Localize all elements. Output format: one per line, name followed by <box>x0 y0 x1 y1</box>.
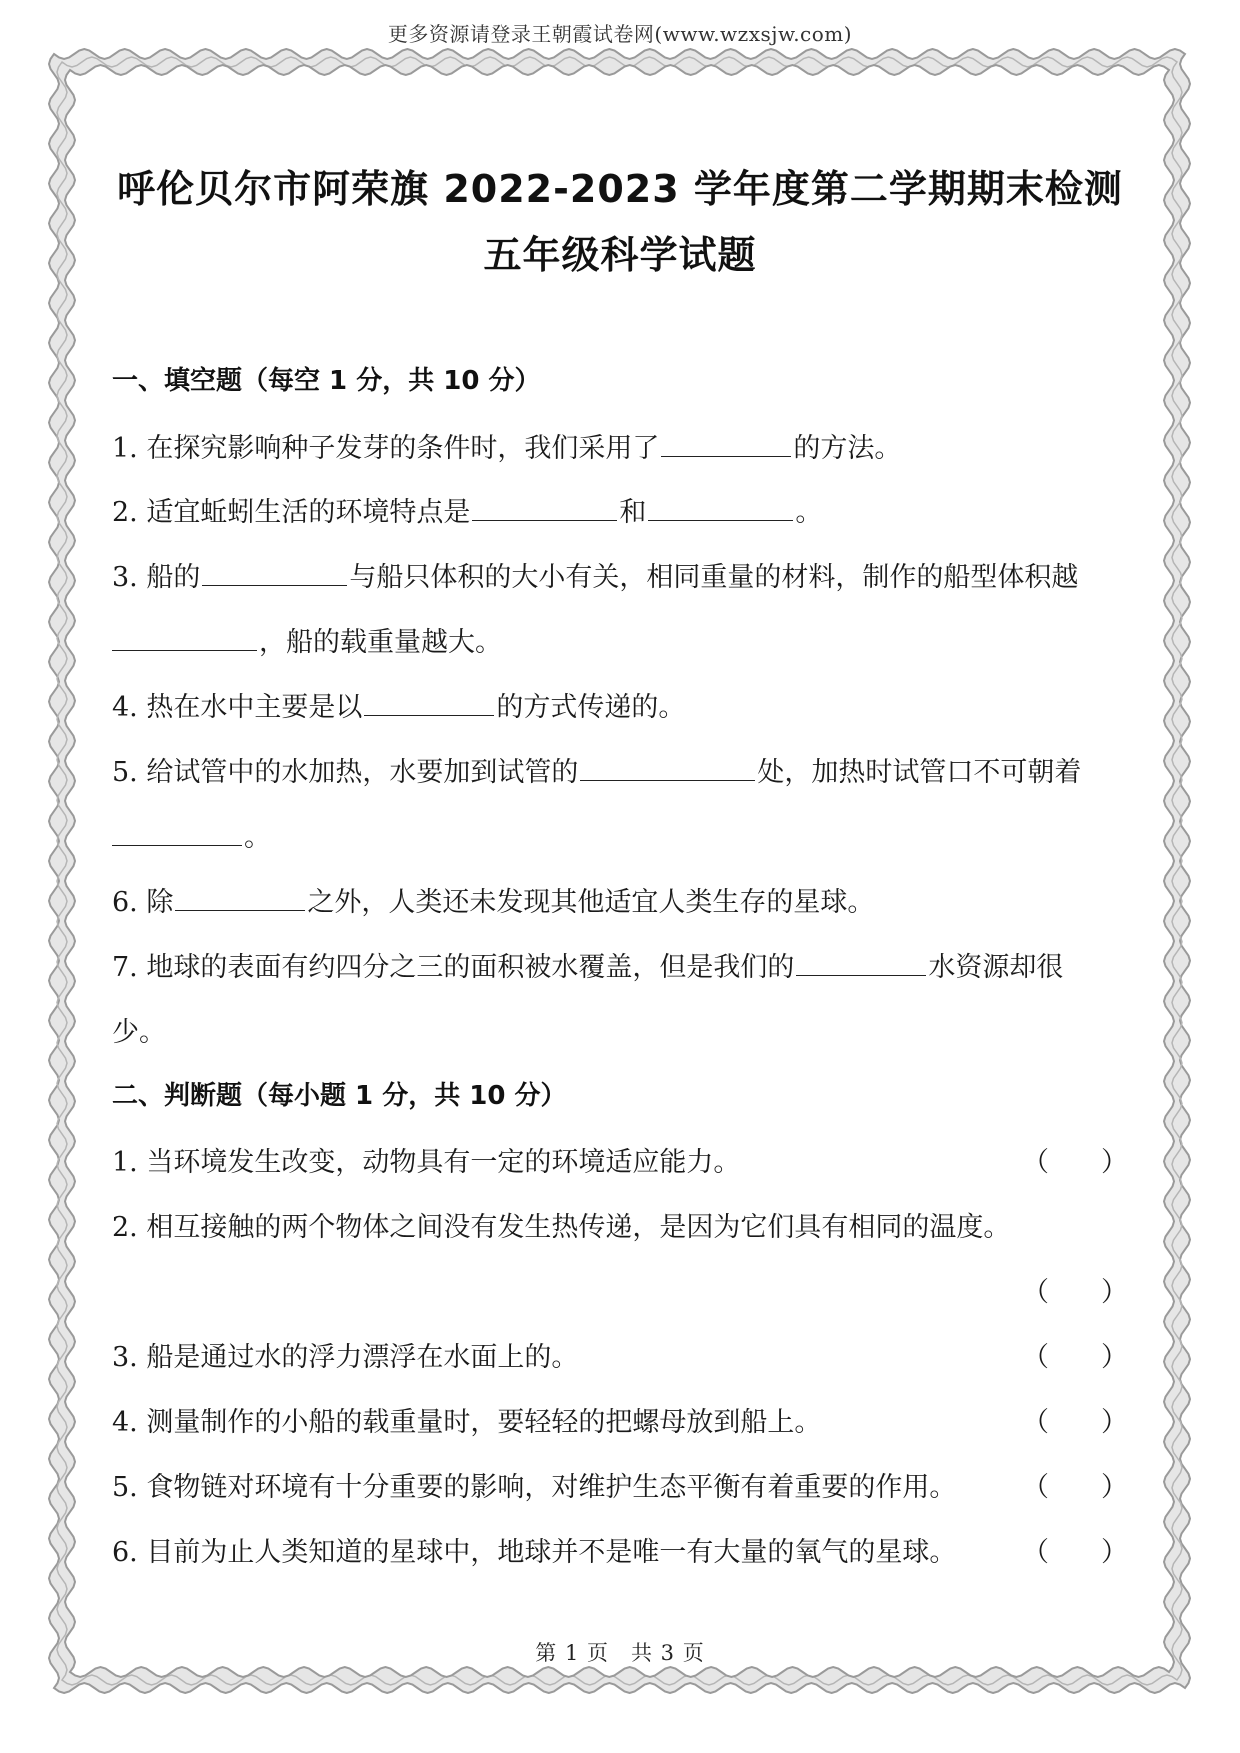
answer-blank[interactable] <box>472 492 617 521</box>
fill-question-5: 5. 给试管中的水加热，水要加到试管的 处，加热时试管口不可朝着 <box>112 750 1081 789</box>
judge-question-3: 3. 船是通过水的浮力漂浮在水面上的。 <box>112 1342 579 1373</box>
answer-blank[interactable] <box>175 882 305 911</box>
fill-question-7-cont: 少。 <box>112 1017 166 1048</box>
wavy-border-icon <box>48 48 1191 1694</box>
answer-parentheses[interactable]: （ ） <box>1022 1147 1128 1178</box>
answer-blank[interactable] <box>796 947 926 976</box>
answer-blank[interactable] <box>112 817 242 846</box>
answer-parentheses[interactable]: （ ） <box>1022 1537 1128 1568</box>
answer-blank[interactable] <box>661 428 791 457</box>
answer-parentheses[interactable]: （ ） <box>1022 1407 1128 1438</box>
fill-question-4: 4. 热在水中主要是以 的方式传递的。 <box>112 685 685 724</box>
answer-blank[interactable] <box>580 752 755 781</box>
answer-parentheses[interactable]: （ ） <box>1022 1277 1128 1308</box>
exam-title: 呼伦贝尔市阿荣旗 2022-2023 学年度第二学期期末检测 <box>117 167 1123 211</box>
fill-question-2: 2. 适宜蚯蚓生活的环境特点是 和 。 <box>112 490 822 529</box>
judge-question-2: 2. 相互接触的两个物体之间没有发生热传递，是因为它们具有相同的温度。 <box>112 1212 1011 1243</box>
exam-subtitle: 五年级科学试题 <box>483 233 757 277</box>
fill-question-3: 3. 船的 与船只体积的大小有关，相同重量的材料，制作的船型体积越 <box>112 555 1078 594</box>
fill-question-3-cont: ，船的载重量越大。 <box>112 620 502 659</box>
page-footer: 第 1 页 共 3 页 <box>535 1641 705 1665</box>
answer-blank[interactable] <box>364 687 494 716</box>
answer-parentheses[interactable]: （ ） <box>1022 1342 1128 1373</box>
answer-parentheses[interactable]: （ ） <box>1022 1472 1128 1503</box>
section-fill-blank-heading: 一、填空题（每空 1 分，共 10 分） <box>112 366 541 396</box>
fill-question-1: 1. 在探究影响种子发芽的条件时，我们采用了 的方法。 <box>112 426 901 465</box>
answer-blank[interactable] <box>202 557 347 586</box>
decorative-border <box>48 48 1191 1694</box>
fill-question-5-cont: 。 <box>112 815 271 854</box>
fill-question-7: 7. 地球的表面有约四分之三的面积被水覆盖，但是我们的 水资源却很 <box>112 945 1063 984</box>
answer-blank[interactable] <box>648 492 793 521</box>
section-true-false-heading: 二、判断题（每小题 1 分，共 10 分） <box>112 1081 567 1111</box>
judge-question-5: 5. 食物链对环境有十分重要的影响，对维护生态平衡有着重要的作用。 <box>112 1472 957 1503</box>
answer-blank[interactable] <box>112 622 257 651</box>
judge-question-1: 1. 当环境发生改变，动物具有一定的环境适应能力。 <box>112 1147 741 1178</box>
watermark: 更多资源请登录王朝霞试卷网(www.wzxsjw.com) <box>387 22 853 46</box>
judge-question-4: 4. 测量制作的小船的载重量时，要轻轻的把螺母放到船上。 <box>112 1407 822 1438</box>
judge-question-6: 6. 目前为止人类知道的星球中，地球并不是唯一有大量的氧气的星球。 <box>112 1537 957 1568</box>
fill-question-6: 6. 除 之外，人类还未发现其他适宜人类生存的星球。 <box>112 880 874 919</box>
